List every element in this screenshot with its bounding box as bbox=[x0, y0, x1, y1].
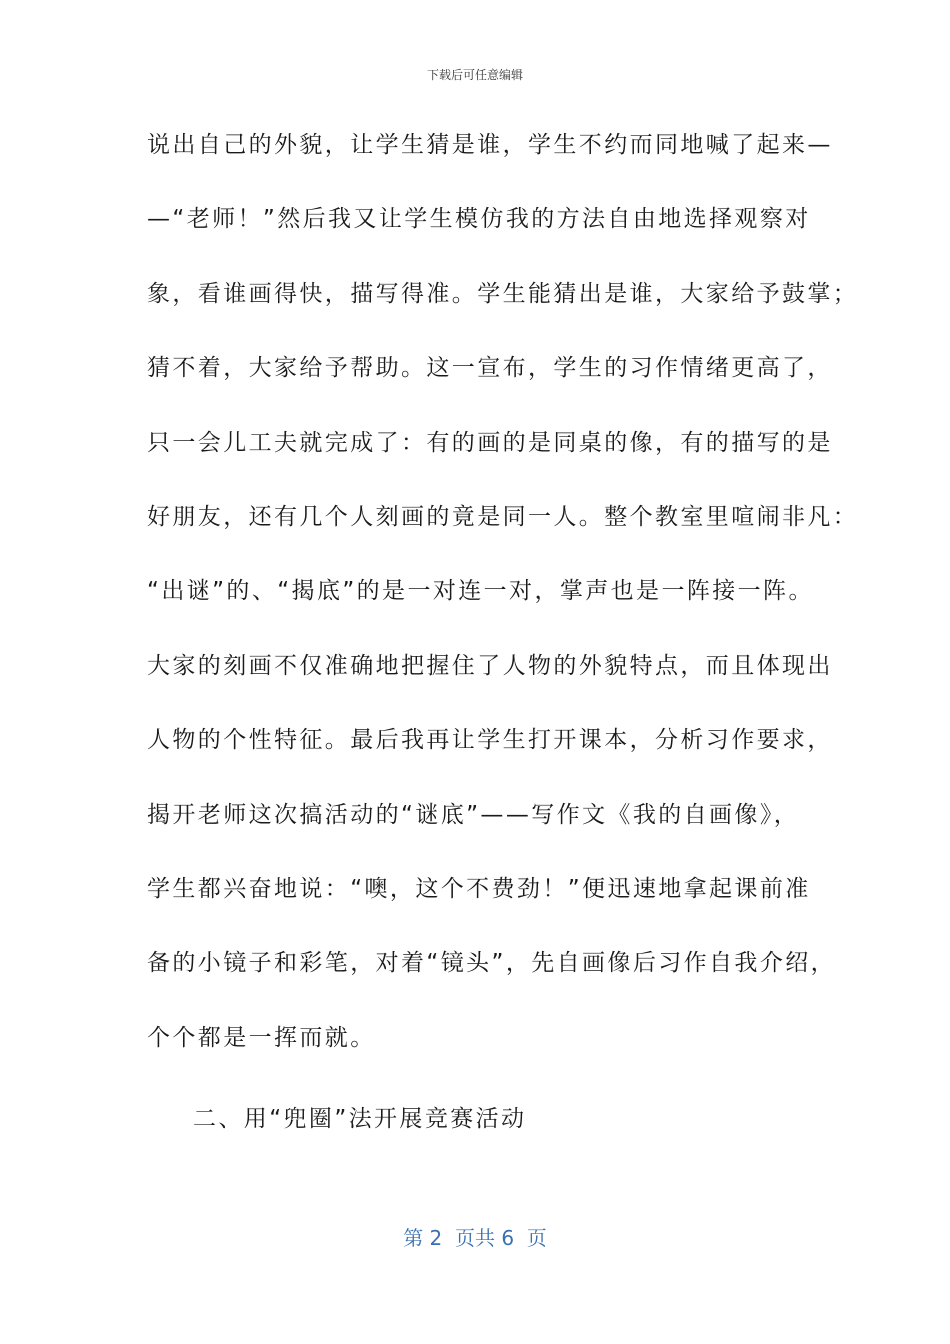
text-line: 揭开老师这次搞活动的“谜底”——写作文《我的自画像》， bbox=[147, 801, 800, 828]
text-line: —“老师！”然后我又让学生模仿我的方法自由地选择观察对 bbox=[147, 206, 811, 233]
text-line: 只一会儿工夫就完成了：有的画的是同桌的像，有的描写的是 bbox=[147, 429, 833, 456]
section-heading: 二、用“兜圈”法开展竞赛活动 bbox=[193, 1106, 527, 1132]
text-line: 个个都是一挥而就。 bbox=[147, 1024, 376, 1051]
text-line: 说出自己的外貌，让学生猜是谁，学生不约而同地喊了起来— bbox=[147, 132, 833, 158]
text-line: 大家的刻画不仅准确地把握住了人物的外貌特点，而且体现出 bbox=[147, 652, 833, 679]
text-line: 好朋友，还有几个人刻画的竟是同一人。整个教室里喧闹非凡： bbox=[147, 503, 859, 530]
text-line: 人物的个性特征。最后我再让学生打开课本，分析习作要求， bbox=[147, 727, 833, 754]
body-paragraph bbox=[147, 124, 859, 1091]
text-line: 学生都兴奋地说：“噢，这个不费劲！”便迅速地拿起课前准 bbox=[147, 875, 811, 902]
text-line: 象，看谁画得快，描写得准。学生能猜出是谁，大家给予鼓掌； bbox=[147, 280, 859, 307]
page-header: 下载后可任意编辑 bbox=[426, 68, 523, 82]
text-line: 猜不着，大家给予帮助。这一宣布，学生的习作情绪更高了， bbox=[147, 355, 833, 382]
page-number-footer: 第 2 页共 6 页 bbox=[403, 1226, 547, 1250]
text-line: “出谜”的、“揭底”的是一对连一对，掌声也是一阵接一阵。 bbox=[147, 578, 814, 605]
text-line: 备的小镜子和彩笔，对着“镜头”，先自画像后习作自我介绍， bbox=[147, 950, 837, 977]
